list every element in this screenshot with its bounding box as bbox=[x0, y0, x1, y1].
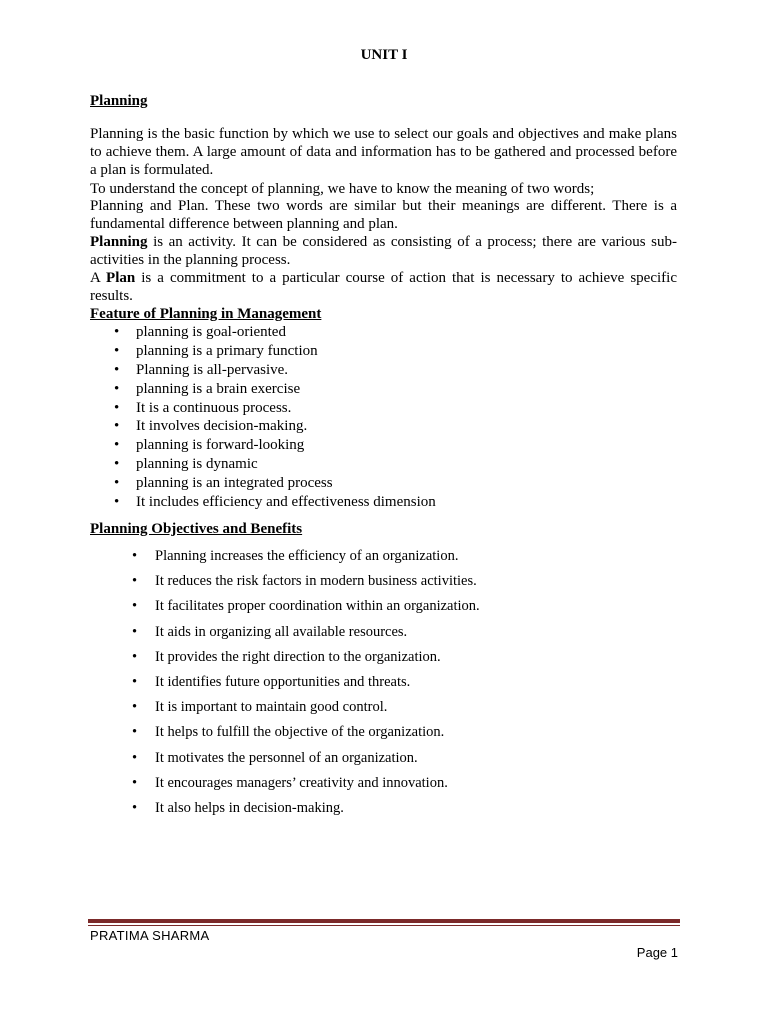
footer-author: PRATIMA SHARMA bbox=[90, 928, 210, 943]
list-item: • planning is an integrated process bbox=[90, 474, 436, 493]
objectives-list bbox=[90, 544, 480, 821]
list-item: • planning is forward-looking bbox=[90, 436, 436, 455]
list-item: • planning is a brain exercise bbox=[90, 380, 436, 399]
paragraph-planning-activity bbox=[90, 233, 677, 269]
list-item: • planning is dynamic bbox=[90, 455, 436, 474]
page-number: Page 1 bbox=[636, 945, 678, 960]
list-item: • It also helps in decision-making. bbox=[90, 796, 480, 821]
heading-objectives: Planning Objectives and Benefits bbox=[90, 521, 303, 537]
list-item: • planning is a primary function bbox=[90, 342, 436, 361]
list-item: • It is important to maintain good control. bbox=[90, 695, 480, 720]
list-item: • It includes efficiency and effectiveness dimension bbox=[90, 493, 436, 512]
list-item: • It helps to fulfill the objective of the organization. bbox=[90, 720, 480, 745]
footer-rule-thin bbox=[88, 925, 680, 926]
paragraph-plan-prefix: A bbox=[90, 270, 107, 286]
paragraph-plan-commitment-text: is a commitment to a particular course of action that is necessary to achieve specific results. bbox=[90, 270, 677, 305]
paragraph-planning-and-plan: Planning and Plan. These two words are similar but their meanings are different. There is a fundamental difference between planning and plan. bbox=[90, 198, 677, 233]
list-item: • It is a continuous process. bbox=[90, 399, 436, 418]
list-item: • It identifies future opportunities and threats. bbox=[90, 670, 480, 695]
footer-rule bbox=[88, 919, 680, 923]
list-item: • It facilitates proper coordination within an organization. bbox=[90, 594, 480, 619]
list-item: • It encourages managers’ creativity and innovation. bbox=[90, 771, 480, 796]
list-item: • planning is goal-oriented bbox=[90, 323, 436, 342]
list-item: • Planning is all-pervasive. bbox=[90, 361, 436, 380]
list-item: • Planning increases the efficiency of an organization. bbox=[90, 544, 480, 569]
term-plan: Plan bbox=[106, 270, 136, 286]
heading-planning: Planning bbox=[90, 93, 148, 109]
list-item: • It motivates the personnel of an organization. bbox=[90, 746, 480, 771]
heading-features: Feature of Planning in Management bbox=[90, 306, 322, 322]
paragraph-planning-definition: Planning is the basic function by which we use to select our goals and objectives and make plans to achieve them. A large amount of data and information has to be gathered and processed before a plan is formulated. bbox=[90, 126, 677, 179]
paragraph-plan-commitment bbox=[90, 269, 677, 305]
paragraph-two-words: To understand the concept of planning, we have to know the meaning of two words; bbox=[90, 181, 595, 197]
features-list bbox=[90, 323, 436, 512]
list-item: • It provides the right direction to the organization. bbox=[90, 645, 480, 670]
list-item: • It reduces the risk factors in modern business activities. bbox=[90, 569, 480, 594]
unit-title: UNIT I bbox=[360, 47, 408, 63]
term-planning: Planning bbox=[90, 234, 148, 250]
list-item: • It aids in organizing all available resources. bbox=[90, 620, 480, 645]
list-item: • It involves decision-making. bbox=[90, 417, 436, 436]
paragraph-planning-activity-text: is an activity. It can be considered as consisting of a process; there are various sub-activities in the planning process. bbox=[90, 234, 677, 269]
